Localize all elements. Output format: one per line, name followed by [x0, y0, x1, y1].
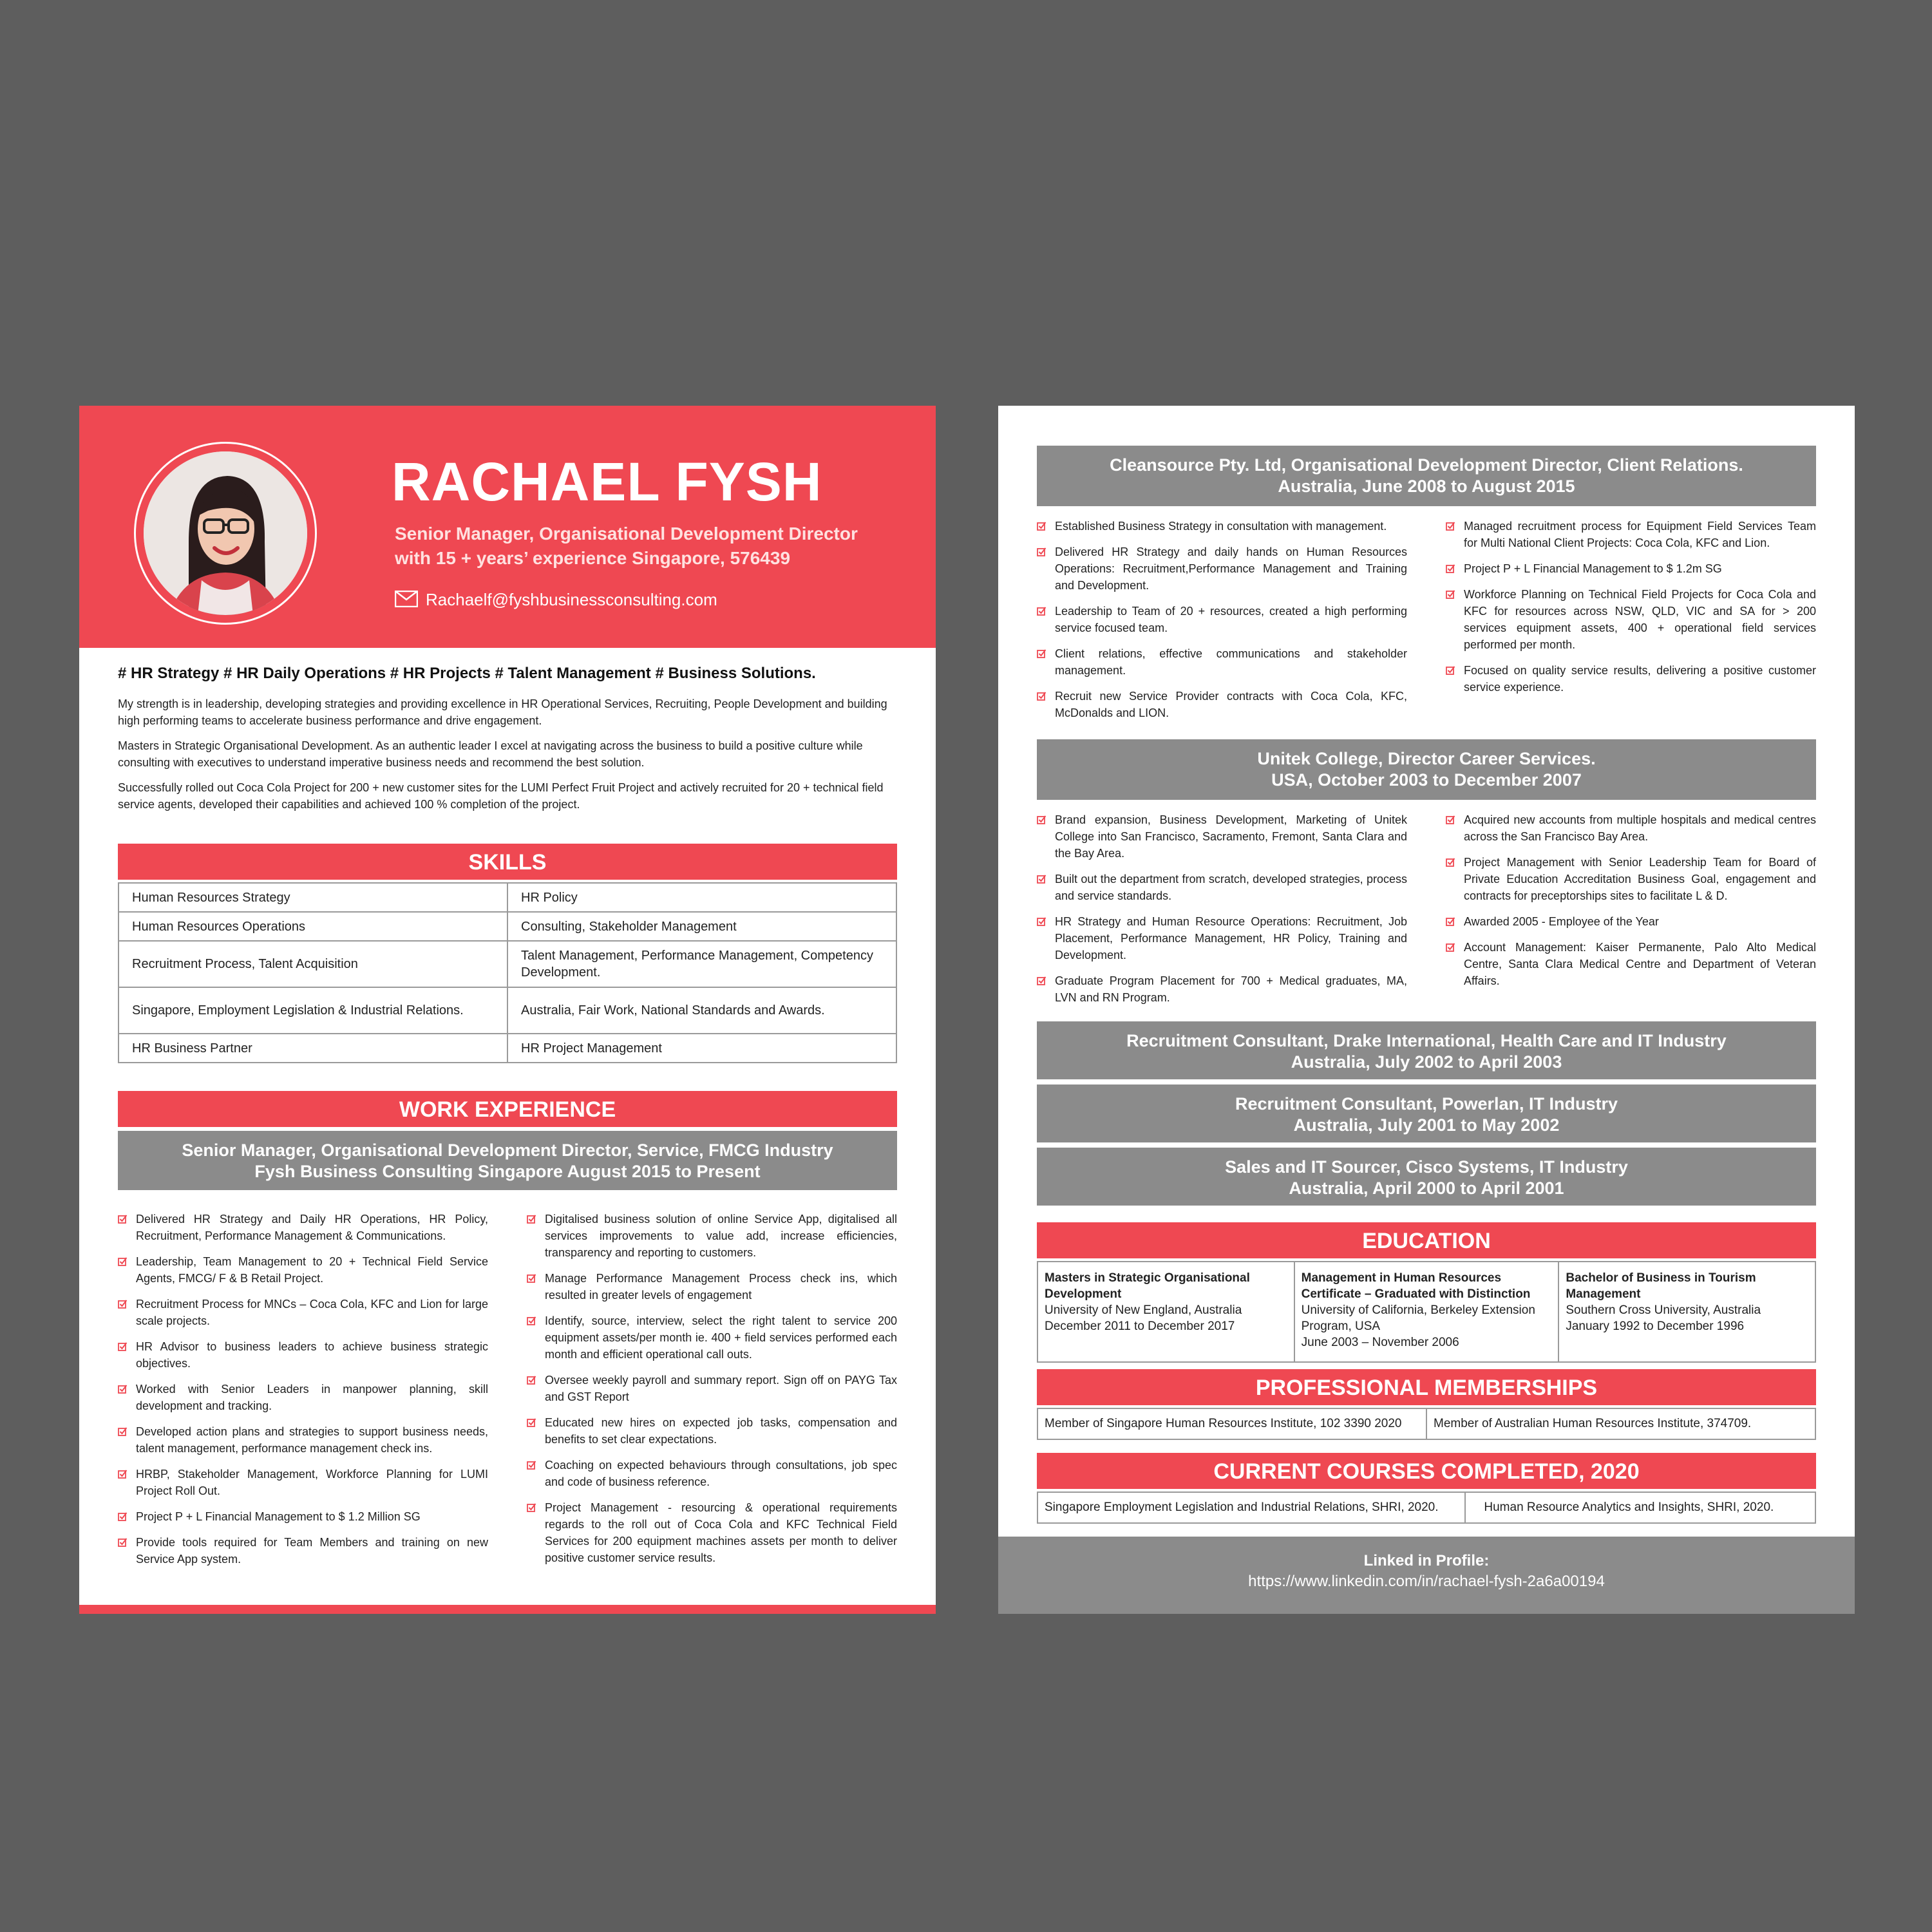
degree-name: Masters in Strategic Organisational Development	[1045, 1271, 1250, 1301]
list-item	[527, 1414, 897, 1448]
membership-cell: Member of Australian Human Resources Institute, 374709.	[1426, 1408, 1815, 1439]
checkbox-tick-icon	[527, 1316, 536, 1325]
table-row	[1037, 1408, 1815, 1439]
resume-page-2	[998, 406, 1855, 1614]
duty-text: Brand expansion, Business Development, Marketing of Unitek College into San Francisco, Sacramento, Fremont, Santa Clara and the Bay Area.	[1055, 813, 1407, 860]
checkbox-tick-icon	[1037, 547, 1046, 556]
duty-text: Acquired new accounts from multiple hospitals and medical centres across the San Francisco Bay Area.	[1464, 813, 1816, 843]
list-item	[1446, 811, 1816, 845]
list-item	[118, 1534, 488, 1567]
job3-duties-right	[1446, 811, 1816, 998]
courses-table	[1037, 1492, 1816, 1524]
skill-cell: HR Policy	[507, 883, 896, 912]
list-item	[1037, 913, 1407, 963]
list-item	[1446, 854, 1816, 904]
linkedin-footer	[998, 1537, 1855, 1614]
duty-text: Account Management: Kaiser Permanente, Palo Alto Medical Centre, Santa Clara Medical Centre and Department of Veteran Affairs.	[1464, 941, 1816, 987]
job-title-bar	[1037, 1148, 1816, 1206]
education-cell	[1037, 1262, 1294, 1362]
list-item	[527, 1270, 897, 1303]
list-item	[118, 1211, 488, 1244]
duty-text: Focused on quality service results, delivering a positive customer service experience.	[1464, 664, 1816, 694]
degree-name: Management in Human Resources Certificate – Graduated with Distinction	[1301, 1271, 1531, 1301]
duty-text: Recruit new Service Provider contracts with Coca Cola, KFC, McDonalds and LION.	[1055, 690, 1407, 719]
subtitle-line-1: Senior Manager, Organisational Development Director	[395, 524, 858, 544]
candidate-subtitle	[395, 522, 910, 571]
checkbox-tick-icon	[1037, 874, 1046, 884]
duty-text: HR Strategy and Human Resource Operations: Recruitment, Job Placement, Performance Management, HR Policy, Training and Development.	[1055, 915, 1407, 961]
table-row	[118, 912, 896, 941]
list-item	[1037, 972, 1407, 1006]
degree-name: Bachelor of Business in Tourism Management	[1566, 1271, 1756, 1301]
job1-duties-right	[527, 1211, 897, 1575]
checkbox-tick-icon	[1446, 916, 1455, 926]
checkbox-tick-icon	[1446, 857, 1455, 867]
checkbox-tick-icon	[1446, 665, 1455, 675]
list-item	[118, 1508, 488, 1525]
study-dates: December 2011 to December 2017	[1045, 1320, 1235, 1333]
duty-text: Manage Performance Management Process check ins, which resulted in greater levels of engagement	[545, 1272, 897, 1302]
checkbox-tick-icon	[527, 1417, 536, 1427]
table-row	[118, 941, 896, 987]
education-cell	[1294, 1262, 1559, 1362]
list-item	[527, 1499, 897, 1566]
memberships-table	[1037, 1408, 1816, 1440]
job-title-bar	[1037, 1021, 1816, 1079]
envelope-icon	[395, 591, 418, 612]
duty-text: HR Advisor to business leaders to achieve business strategic objectives.	[136, 1340, 488, 1370]
duty-text: Oversee weekly payroll and summary report. Sign off on PAYG Tax and GST Report	[545, 1374, 897, 1403]
table-row	[1037, 1262, 1815, 1362]
checkbox-tick-icon	[1037, 815, 1046, 824]
checkbox-tick-icon	[1446, 521, 1455, 531]
job-title: Recruitment Consultant, Drake International, Health Care and IT Industry	[1126, 1031, 1727, 1050]
list-item	[527, 1457, 897, 1490]
checkbox-tick-icon	[1037, 606, 1046, 616]
skill-cell: HR Business Partner	[118, 1034, 507, 1063]
resume-header	[79, 406, 936, 648]
courses-heading: CURRENT COURSES COMPLETED, 2020	[1037, 1453, 1816, 1489]
duty-text: Project Management with Senior Leadership Team for Board of Private Education Accreditation Business Goal, engagement and contracts for preceptorships sites to facilitate L & D.	[1464, 856, 1816, 902]
list-item	[1037, 871, 1407, 904]
job2-duties-right	[1446, 518, 1816, 705]
duty-text: Delivered HR Strategy and daily hands on Human Resources Operations: Recruitment,Performance Management and Training and Development.	[1055, 545, 1407, 592]
linkedin-label: Linked in Profile:	[1363, 1552, 1490, 1569]
job-title: Senior Manager, Organisational Development Director, Service, FMCG Industry	[182, 1141, 833, 1160]
checkbox-tick-icon	[527, 1375, 536, 1385]
checkbox-tick-icon	[118, 1537, 128, 1547]
duty-text: Educated new hires on expected job tasks, compensation and benefits to set clear expectations.	[545, 1416, 897, 1446]
checkbox-tick-icon	[118, 1214, 128, 1224]
job-title: Unitek College, Director Career Services.	[1257, 749, 1596, 768]
job-title-bar	[118, 1131, 897, 1190]
duty-text: Workforce Planning on Technical Field Projects for Coca Cola and KFC for resources across NSW, QLD, VIC and SA for > 200 services equipment assets, 400 + operational field services performed per month.	[1464, 588, 1816, 651]
job-title: Sales and IT Sourcer, Cisco Systems, IT Industry	[1225, 1157, 1628, 1177]
list-item	[118, 1253, 488, 1287]
duty-text: Delivered HR Strategy and Daily HR Operations, HR Policy, Recruitment, Performance Management & Communications.	[136, 1213, 488, 1242]
skill-cell: Human Resources Operations	[118, 912, 507, 941]
institution: University of New England, Australia	[1045, 1303, 1242, 1317]
duty-text: Built out the department from scratch, developed strategies, process and service standards.	[1055, 873, 1407, 902]
table-row	[118, 987, 896, 1034]
duty-text: Managed recruitment process for Equipment Field Services Team for Multi National Client Projects: Coca Cola, KFC and Lion.	[1464, 520, 1816, 549]
list-item	[1037, 811, 1407, 862]
table-row	[118, 1034, 896, 1063]
skill-cell: Recruitment Process, Talent Acquisition	[118, 941, 507, 987]
skill-cell: Talent Management, Performance Management, Competency Development.	[507, 941, 896, 987]
duty-text: Digitalised business solution of online Service App, digitalised all services improvements to value add, increase efficiencies, transparency and reporting to customers.	[545, 1213, 897, 1259]
job3-duties-left	[1037, 811, 1407, 1015]
list-item	[1446, 586, 1816, 653]
skill-cell: Singapore, Employment Legislation & Industrial Relations.	[118, 987, 507, 1034]
job-title-bar	[1037, 446, 1816, 506]
table-row	[1037, 1492, 1815, 1523]
job-location-dates: Fysh Business Consulting Singapore August 2015 to Present	[254, 1162, 761, 1181]
checkbox-tick-icon	[118, 1341, 128, 1351]
duty-text: Project Management - resourcing & operational requirements regards to the roll out of Coca Cola and KFC Technical Field Services for 200 equipment machines assets per month to deliver positive customer service results.	[545, 1501, 897, 1564]
checkbox-tick-icon	[1446, 564, 1455, 573]
list-item	[1446, 560, 1816, 577]
email-contact[interactable]	[395, 590, 717, 612]
skill-cell: Consulting, Stakeholder Management	[507, 912, 896, 941]
duty-text: Worked with Senior Leaders in manpower planning, skill development and tracking.	[136, 1383, 488, 1412]
email-address[interactable]: Rachaelf@fyshbusinessconsulting.com	[426, 590, 717, 609]
list-item	[118, 1466, 488, 1499]
job-location-dates: Australia, June 2008 to August 2015	[1278, 477, 1575, 496]
checkbox-tick-icon	[118, 1469, 128, 1479]
checkbox-tick-icon	[118, 1299, 128, 1309]
skills-table	[118, 882, 897, 1063]
checkbox-tick-icon	[1446, 589, 1455, 599]
duty-text: Developed action plans and strategies to support business needs, talent management, performance management check ins.	[136, 1425, 488, 1455]
job-location-dates: Australia, April 2000 to April 2001	[1289, 1179, 1564, 1198]
list-item	[1037, 518, 1407, 535]
checkbox-tick-icon	[118, 1256, 128, 1266]
list-item	[118, 1381, 488, 1414]
page-footer-stripe	[79, 1605, 936, 1614]
education-heading: EDUCATION	[1037, 1222, 1816, 1258]
education-cell	[1558, 1262, 1815, 1362]
checkbox-tick-icon	[527, 1273, 536, 1283]
list-item	[1446, 662, 1816, 696]
checkbox-tick-icon	[1446, 815, 1455, 824]
job-title: Recruitment Consultant, Powerlan, IT Industry	[1235, 1094, 1618, 1113]
checkbox-tick-icon	[1446, 942, 1455, 952]
list-item	[118, 1296, 488, 1329]
duty-text: Established Business Strategy in consultation with management.	[1055, 520, 1387, 533]
checkbox-tick-icon	[1037, 976, 1046, 985]
summary-paragraph: My strength is in leadership, developing strategies and providing excellence in HR Operational Services, Recruiting, People Development and building high performing teams to accelerate business performance and drive engagement.	[118, 697, 887, 727]
duty-text: Project P + L Financial Management to $ 1.2m SG	[1464, 562, 1722, 575]
list-item	[1037, 544, 1407, 594]
checkbox-tick-icon	[1037, 916, 1046, 926]
duty-text: Provide tools required for Team Members and training on new Service App system.	[136, 1536, 488, 1566]
list-item	[1446, 518, 1816, 551]
profile-summary	[118, 696, 897, 821]
list-item	[1037, 645, 1407, 679]
focus-tags: # HR Strategy # HR Daily Operations # HR Projects # Talent Management # Business Solutions.	[118, 665, 816, 682]
list-item	[1037, 688, 1407, 721]
course-cell: Singapore Employment Legislation and Industrial Relations, SHRI, 2020.	[1037, 1492, 1465, 1523]
course-cell: Human Resource Analytics and Insights, SHRI, 2020.	[1465, 1492, 1815, 1523]
work-experience-heading: WORK EXPERIENCE	[118, 1091, 897, 1127]
summary-paragraph: Successfully rolled out Coca Cola Project for 200 + new customer sites for the LUMI Perfect Fruit Project and actively recruited for 20 + technical field service agents, developed their capabilities and achieved 100 % completion of the project.	[118, 781, 884, 811]
checkbox-tick-icon	[1037, 691, 1046, 701]
duty-text: Leadership to Team of 20 + resources, created a high performing service focused team.	[1055, 605, 1407, 634]
list-item	[527, 1312, 897, 1363]
skill-cell: Australia, Fair Work, National Standards and Awards.	[507, 987, 896, 1034]
profile-photo	[144, 451, 307, 615]
duty-text: Graduate Program Placement for 700 + Medical graduates, MA, LVN and RN Program.	[1055, 974, 1407, 1004]
job2-duties-left	[1037, 518, 1407, 730]
list-item	[527, 1372, 897, 1405]
job-title: Cleansource Pty. Ltd, Organisational Development Director, Client Relations.	[1110, 455, 1743, 475]
job-title-bar	[1037, 739, 1816, 800]
job-title-bar	[1037, 1084, 1816, 1142]
study-dates: January 1992 to December 1996	[1566, 1320, 1745, 1333]
duty-text: Project P + L Financial Management to $ 1.2 Million SG	[136, 1510, 421, 1523]
job1-duties-left	[118, 1211, 488, 1577]
skill-cell: HR Project Management	[507, 1034, 896, 1063]
list-item	[527, 1211, 897, 1261]
duty-text: Leadership, Team Management to 20 + Technical Field Service Agents, FMCG/ F & B Retail Project.	[136, 1255, 488, 1285]
list-item	[118, 1338, 488, 1372]
duty-text: Client relations, effective communications and stakeholder management.	[1055, 647, 1407, 677]
checkbox-tick-icon	[1037, 521, 1046, 531]
study-dates: June 2003 – November 2006	[1301, 1336, 1459, 1349]
job-location-dates: Australia, July 2001 to May 2002	[1293, 1115, 1560, 1135]
checkbox-tick-icon	[527, 1214, 536, 1224]
list-item	[1037, 603, 1407, 636]
profile-photo-illustration	[144, 451, 307, 615]
institution: University of California, Berkeley Extension Program, USA	[1301, 1303, 1535, 1333]
candidate-name: RACHAEL FYSH	[392, 451, 822, 512]
duty-text: Coaching on expected behaviours through consultations, job spec and code of business reference.	[545, 1459, 897, 1488]
list-item	[1446, 913, 1816, 930]
profile-photo-frame	[134, 442, 317, 625]
skill-cell: Human Resources Strategy	[118, 883, 507, 912]
table-row	[118, 883, 896, 912]
checkbox-tick-icon	[1037, 649, 1046, 658]
memberships-heading: PROFESSIONAL MEMBERSHIPS	[1037, 1369, 1816, 1405]
membership-cell: Member of Singapore Human Resources Institute, 102 3390 2020	[1037, 1408, 1426, 1439]
resume-page-1	[79, 406, 936, 1614]
institution: Southern Cross University, Australia	[1566, 1303, 1761, 1317]
list-item	[1446, 939, 1816, 989]
duty-text: Recruitment Process for MNCs – Coca Cola, KFC and Lion for large scale projects.	[136, 1298, 488, 1327]
checkbox-tick-icon	[527, 1502, 536, 1512]
duty-text: Awarded 2005 - Employee of the Year	[1464, 915, 1659, 928]
summary-paragraph: Masters in Strategic Organisational Development. As an authentic leader I excel at navigating across the business to build a positive culture while consulting with executives to understand imperative business needs and recommend the best solution.	[118, 739, 863, 769]
checkbox-tick-icon	[118, 1426, 128, 1436]
duty-text: HRBP, Stakeholder Management, Workforce Planning for LUMI Project Roll Out.	[136, 1468, 488, 1497]
education-table	[1037, 1261, 1816, 1363]
skills-heading: SKILLS	[118, 844, 897, 880]
subtitle-line-2: with 15 + years’ experience Singapore, 576439	[395, 548, 791, 568]
job-location-dates: USA, October 2003 to December 2007	[1271, 770, 1582, 790]
linkedin-url[interactable]: https://www.linkedin.com/in/rachael-fysh-2a6a00194	[1248, 1573, 1605, 1590]
checkbox-tick-icon	[527, 1460, 536, 1470]
job-location-dates: Australia, July 2002 to April 2003	[1291, 1052, 1562, 1072]
checkbox-tick-icon	[118, 1511, 128, 1521]
checkbox-tick-icon	[118, 1384, 128, 1394]
list-item	[118, 1423, 488, 1457]
duty-text: Identify, source, interview, select the right talent to service 200 equipment assets/per month ie. 400 + field services performed each month and efficient operational call outs.	[545, 1314, 897, 1361]
